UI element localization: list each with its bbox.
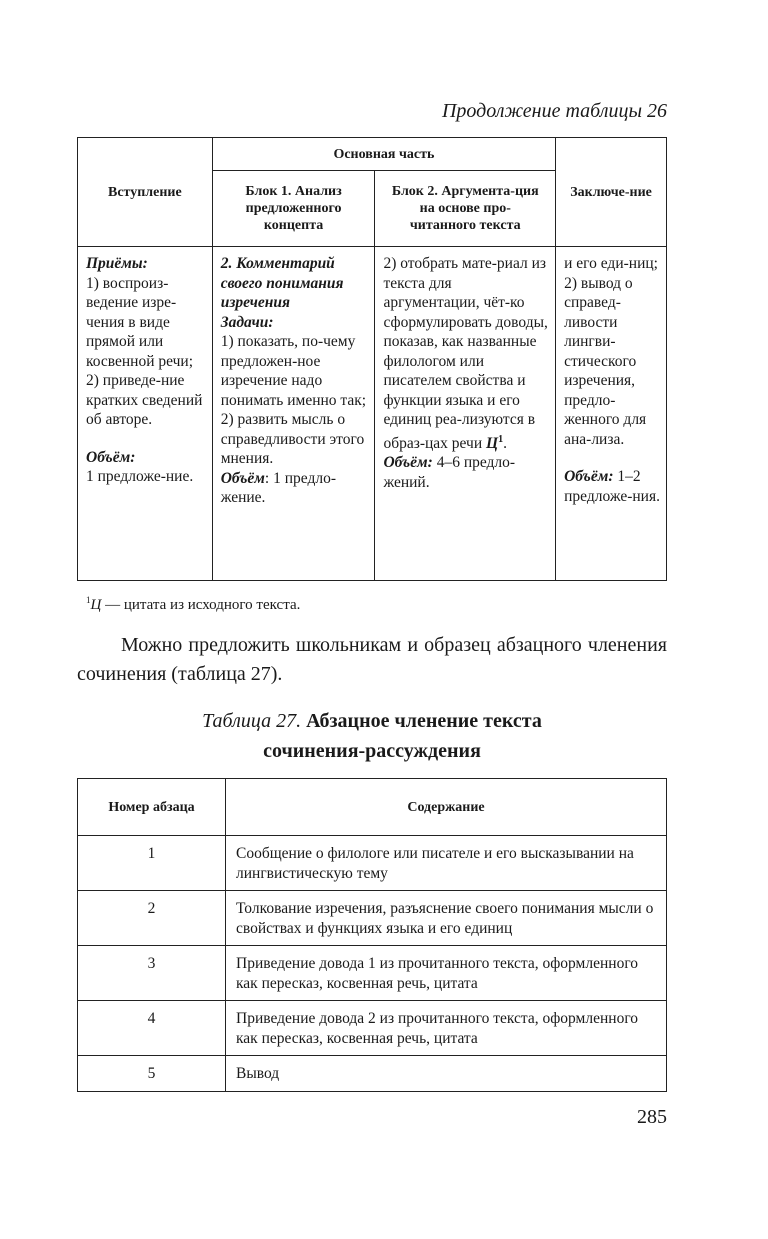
row-content: Вывод <box>226 1056 667 1092</box>
intro-text-2: 2) приведе-ние кратких сведений об авторе. <box>86 372 203 428</box>
cell-intro <box>78 247 213 581</box>
block2-text-2: 4–6 предло-жений. <box>383 454 516 491</box>
block1-label-comment: 2. Комментарий своего понимания изречения <box>220 255 344 311</box>
block1-label-tasks: Задачи: <box>220 313 274 331</box>
body-paragraph: Можно предложить школьникам и образец абзацного членения сочинения (таблица 27). <box>77 634 667 685</box>
table-26 <box>77 137 667 581</box>
table-row <box>78 891 667 946</box>
header-block1: Блок 1. Анализ предложенного концепта <box>212 171 375 247</box>
row-number: 3 <box>78 946 226 1001</box>
cell-block1 <box>212 247 375 581</box>
header-paragraph-number: Номер абзаца <box>78 779 226 836</box>
block1-text-2: : 1 предло-жение. <box>220 469 336 506</box>
row-content: Приведение довода 1 из прочитанного текста, оформленного как пересказ, косвенная речь, цитата <box>226 946 667 1001</box>
table-row <box>78 946 667 1001</box>
footnote-ref: 1 <box>498 433 504 445</box>
row-number: 1 <box>78 836 226 891</box>
block1-label-volume: Объём <box>220 469 265 487</box>
block1-text-1: 1) показать, по-чему предложен-ное изречение надо понимать именно так; 2) развить мысль о справедливости этого мнения. <box>220 333 367 467</box>
block2-text-1: 2) отобрать мате-риал из текста для аргументации, чёт-ко сформулировать доводы, показав, как названные филологом или писателем свойства и функции языка и его единиц реа-лизуются в образ-цах речи $Ц^1$. <box>383 255 548 452</box>
row-number: 5 <box>78 1056 226 1092</box>
row-content: Толкование изречения, разъяснение своего понимания мысли о свойствах и функциях языка и его единиц <box>226 891 667 946</box>
cell-conclusion <box>556 247 667 581</box>
table-row <box>78 836 667 891</box>
conclusion-text-1: и его еди-ниц; <box>564 255 658 272</box>
row-content: Сообщение о филологе или писателе и его высказывании на лингвистическую тему <box>226 836 667 891</box>
header-intro: Вступление <box>78 138 213 247</box>
row-content: Приведение довода 2 из прочитанного текста, оформленного как пересказ, косвенная речь, цитата <box>226 1001 667 1056</box>
table-27-title: Таблица 27. Абзацное членение текста сочинения-рассуждения <box>202 710 542 762</box>
intro-label-volume: Объём: <box>86 448 136 466</box>
table-row <box>78 1001 667 1056</box>
intro-text-3: 1 предложе-ние. <box>86 468 194 485</box>
header-content: Содержание <box>226 779 667 836</box>
intro-text-1: 1) воспроиз-ведение изре-чения в виде прямой или косвенной речи; <box>86 274 194 370</box>
table-27 <box>77 778 667 1092</box>
conclusion-label-volume: Объём: <box>564 468 614 485</box>
conclusion-text-2: 2) вывод о справед-ливости лингви-стического изречения, предло-женного для ана-лиза. <box>564 274 647 448</box>
conclusion-text-3: 1–2 предложе-ния. <box>564 468 660 505</box>
cell-block2 <box>375 247 556 581</box>
citation-mark: Ц <box>486 434 499 452</box>
header-conclusion: Заключе-ние <box>556 138 667 247</box>
row-number: 4 <box>78 1001 226 1056</box>
header-block2: Блок 2. Аргумента-ция на основе про-читанного текста <box>375 171 556 247</box>
footnote: $^1$Ц — цитата из исходного текста. <box>86 595 301 613</box>
row-number: 2 <box>78 891 226 946</box>
page-number: 285 <box>637 1106 667 1128</box>
block2-label-volume: Объём: <box>383 454 433 472</box>
intro-label-techniques: Приёмы: <box>86 255 148 272</box>
table-continuation-caption: Продолжение таблицы 26 <box>441 100 667 122</box>
table-row <box>78 1056 667 1092</box>
header-main-part: Основная часть <box>212 138 555 171</box>
